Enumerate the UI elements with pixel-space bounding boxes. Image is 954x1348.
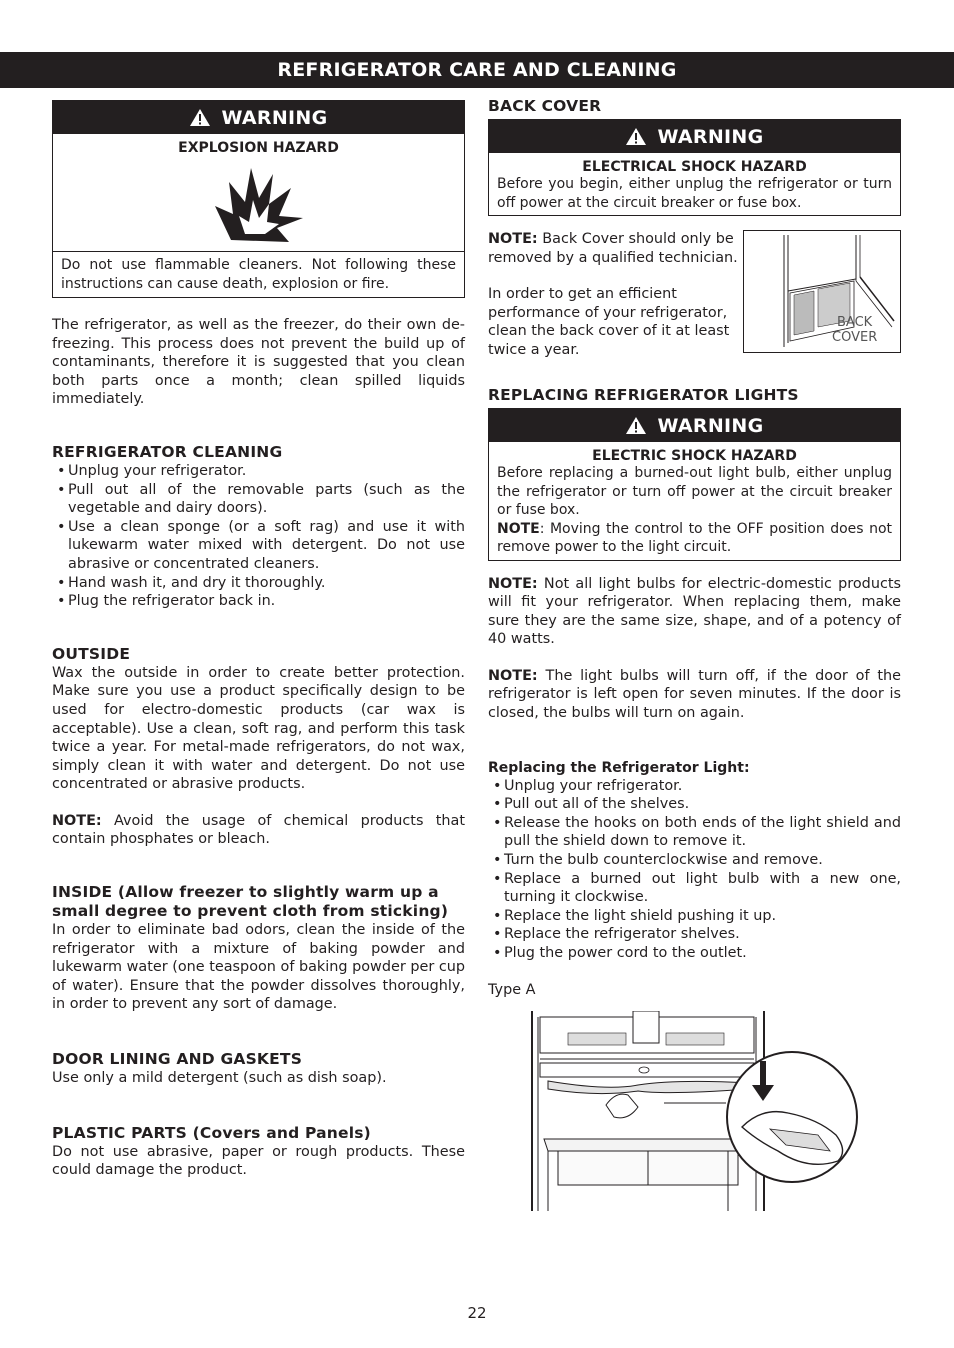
hazard-title: ELECTRIC SHOCK HAZARD [592, 448, 797, 464]
note-text: : Moving the control to the OFF position does not remove power to the light circuit. [497, 520, 892, 555]
list-item: • Replace the refrigerator shelves. [488, 925, 901, 944]
warning-text: Do not use flammable cleaners. Not following these instructions can cause death, explosion or fire. [61, 257, 456, 292]
back-label: BACK [837, 315, 873, 330]
explosion-icon [211, 164, 307, 244]
cover-label: COVER [832, 330, 878, 345]
warning-bar [53, 101, 464, 134]
outside-text: Wax the outside in order to create better protection. Make sure you use a product specifically design to be used for electro-domestic products (car wax is acceptable). Use a clean, soft rag, and perform this task twice a year. For metal-made refrigerators, do not wax, simply clean it with water and detergent. Do not use concentrated or abrasive products. [52, 664, 465, 793]
note-label: NOTE [497, 520, 540, 537]
hazard-title: ELECTRICAL SHOCK HAZARD [582, 159, 807, 175]
list-item: • Replace a burned out light bulb with a new one, turning it clockwise. [488, 870, 901, 907]
list-item: • Unplug your refrigerator. [488, 777, 901, 796]
back-cover-label [832, 315, 877, 345]
explosion-warning-box [52, 100, 465, 298]
note-label: NOTE: [488, 231, 538, 247]
warning-triangle-icon [625, 127, 647, 146]
page-header: REFRIGERATOR CARE AND CLEANING [0, 52, 954, 88]
left-column [52, 100, 465, 1180]
lights-note-2 [488, 667, 901, 723]
list-item: • Pull out all of the removable parts (such as the vegetable and dairy doors). [52, 481, 465, 518]
back-cover-section [488, 230, 901, 380]
page-number: 22 [467, 1304, 487, 1322]
warning-title: WARNING [657, 414, 764, 437]
note-label: NOTE: [52, 812, 102, 829]
warning-triangle-icon [625, 416, 647, 435]
list-item: • Plug the power cord to the outlet. [488, 944, 901, 963]
intro-paragraph: The refrigerator, as well as the freezer, do their own de-freezing. This process does not prevent the build up of contaminants, therefore it is suggested that you clean both parts once a month; clean spilled liquids immediately. [52, 317, 465, 408]
refrigerator-cleaning-heading: REFRIGERATOR CLEANING [52, 442, 283, 461]
warning-text: Before replacing a burned-out light bulb, either unplug the refrigerator or turn off power at the circuit breaker or fuse box. [497, 465, 892, 518]
warning-note [489, 520, 900, 560]
warning-title: WARNING [221, 106, 328, 129]
procedure-heading: Replacing the Refrigerator Light: [488, 759, 750, 776]
back-cover-image [743, 230, 901, 353]
lights-warning-box [488, 408, 901, 561]
type-label: Type A [488, 981, 536, 998]
warning-title: WARNING [657, 125, 764, 148]
right-column [488, 97, 901, 1211]
plastic-parts-text: Do not use abrasive, paper or rough products. These could damage the product. [52, 1143, 465, 1179]
note-label: NOTE: [488, 667, 538, 684]
note-text: The light bulbs will turn off, if the door of the refrigerator is left open for seven minutes. If the door is closed, the bulbs will turn on again. [488, 667, 901, 722]
list-item: • Plug the refrigerator back in. [52, 592, 465, 611]
outside-note [52, 812, 465, 849]
list-item: • Use a clean sponge (or a soft rag) and use it with lukewarm water mixed with detergent. Do not use abrasive or concentrated cleaners. [52, 518, 465, 574]
back-cover-heading: BACK COVER [488, 97, 602, 115]
explosion-graphic [53, 156, 464, 251]
warning-triangle-icon [189, 108, 211, 127]
lights-heading: REPLACING REFRIGERATOR LIGHTS [488, 386, 799, 404]
inside-heading: INSIDE (Allow freezer to slightly warm up a small degree to prevent cloth from sticking) [52, 883, 449, 921]
procedure-list [488, 777, 901, 963]
warning-bar [489, 120, 900, 153]
note-text: Back Cover should only be removed by a qualified technician. [488, 231, 738, 266]
list-item: • Replace the light shield pushing it up. [488, 907, 901, 926]
door-lining-text: Use only a mild detergent (such as dish soap). [52, 1070, 387, 1087]
outside-heading: OUTSIDE [52, 644, 131, 663]
plastic-parts-heading: PLASTIC PARTS (Covers and Panels) [52, 1123, 371, 1142]
warning-text: Before you begin, either unplug the refrigerator or turn off power at the circuit breaker or fuse box. [497, 176, 892, 211]
light-replacement-image [488, 1011, 901, 1211]
list-item: • Unplug your refrigerator. [52, 462, 465, 481]
note-text: Avoid the usage of chemical products that contain phosphates or bleach. [52, 812, 465, 848]
inside-text: In order to eliminate bad odors, clean the inside of the refrigerator with a mixture of baking powder and lukewarm water (one teaspoon of baking powder per cup of water). Ensure that the powder dissolves thoroughly, in order to prevent any sort of damage. [52, 922, 465, 1013]
list-item: • Pull out all of the shelves. [488, 795, 901, 814]
list-item: • Turn the bulb counterclockwise and remove. [488, 851, 901, 870]
back-cover-note [488, 230, 740, 267]
list-item: • Release the hooks on both ends of the light shield and pull the shield down to remove it. [488, 814, 901, 851]
door-lining-heading: DOOR LINING AND GASKETS [52, 1050, 303, 1069]
back-cover-text: In order to get an efficient performance of your refrigerator, clean the back cover of it at least twice a year. [488, 286, 730, 358]
hazard-title: EXPLOSION HAZARD [178, 140, 339, 156]
light-shield-illustration [488, 1011, 901, 1211]
note-text: Not all light bulbs for electric-domestic products will fit your refrigerator. When replacing them, make sure they are the same size, shape, and of a potency of 40 watts. [488, 575, 901, 648]
warning-bar [489, 409, 900, 442]
lights-note-1 [488, 575, 901, 649]
list-item: • Hand wash it, and dry it thoroughly. [52, 574, 465, 593]
cleaning-list [52, 462, 465, 611]
back-cover-warning-box [488, 119, 901, 216]
note-label: NOTE: [488, 575, 538, 592]
